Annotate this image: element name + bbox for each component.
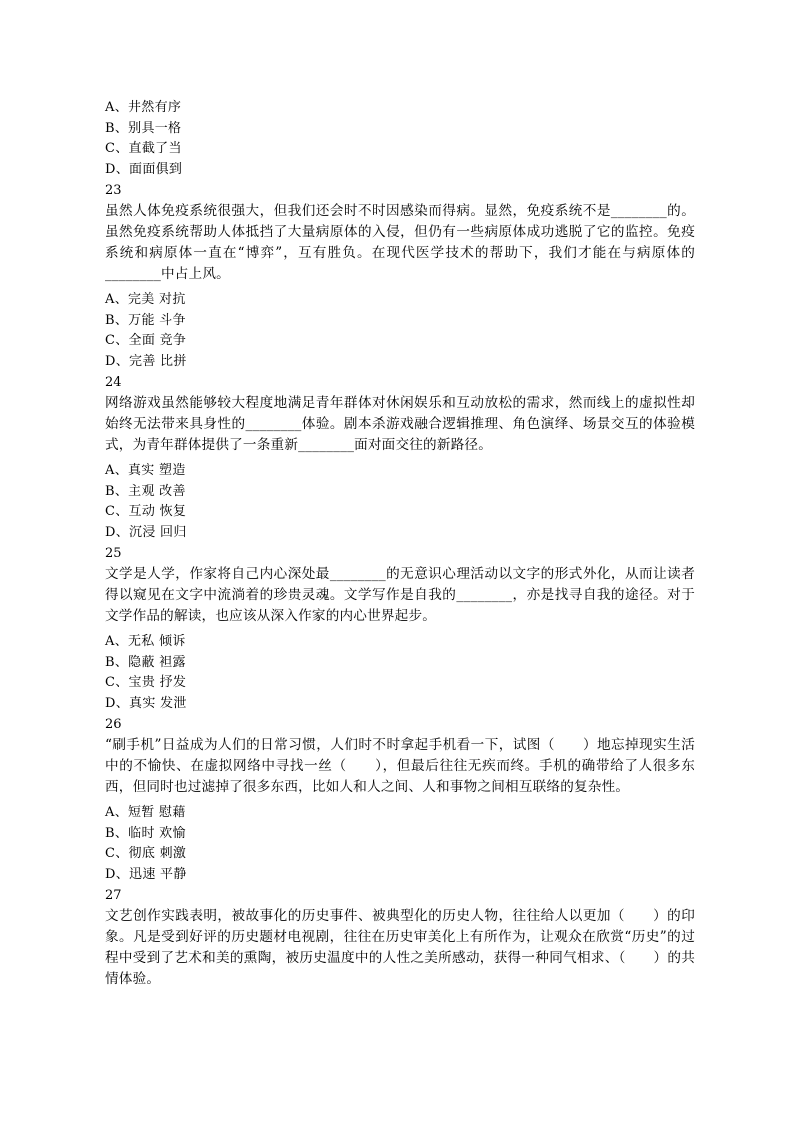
- question-number: 27: [105, 888, 122, 903]
- question-number: 25: [105, 546, 122, 561]
- question-number: 23: [105, 183, 122, 198]
- option-a: A、井然有序: [105, 100, 182, 115]
- option-list: [105, 461, 695, 543]
- option-d: D、完善 比拼: [105, 353, 187, 369]
- question-text: 文学是人学，作家将自己内心深处最________的无意识心理活动以文字的形式外化，从而让读者得以窥见在文字中流淌着的珍贵灵魂。文学写作是自我的________，亦是找寻自我的途径。对于文学作品的解读，也应该从深入作家的内心世界起步。: [105, 566, 695, 624]
- option-d: D、真实 发泄: [105, 695, 187, 711]
- question-number: 26: [105, 717, 122, 732]
- option-b: B、万能 斗争: [105, 312, 186, 328]
- question-23: [105, 180, 695, 372]
- option-a: A、无私 倾诉: [105, 634, 186, 649]
- question-24: [105, 372, 695, 543]
- question-text: “刷手机”日益成为人们的日常习惯，人们时不时拿起手机看一下，试图（ ）地忘掉现实生活中的不愉快、在虚拟网络中寻找一丝（ ），但最后往往无疾而终。手机的确带给了人很多东西，但同时也过滤掉了很多东西，比如人和人之间、人和事物之间相互联络的复杂性。: [105, 737, 695, 795]
- option-c: C、直截了当: [105, 141, 182, 156]
- question-text: 网络游戏虽然能够较大程度地满足青年群体对休闲娱乐和互动放松的需求，然而线上的虚拟性却始终无法带来具身性的________体验。剧本杀游戏融合逻辑推理、角色演绎、场景交互的体验模式，为青年群体提供了一条重新________面对面交往的新路径。: [105, 395, 695, 453]
- option-b: B、主观 改善: [105, 483, 186, 499]
- option-a: A、完美 对抗: [105, 292, 186, 307]
- option-list: [105, 803, 695, 885]
- question-number: 24: [105, 375, 122, 390]
- option-c: C、彻底 刺激: [105, 846, 187, 861]
- option-d: D、面面俱到: [105, 161, 183, 177]
- option-a: A、真实 塑造: [105, 463, 186, 478]
- option-c: C、宝贵 抒发: [105, 675, 187, 690]
- option-c: C、互动 恢复: [105, 504, 187, 519]
- option-list: [105, 290, 695, 372]
- option-b: B、隐蔽 袒露: [105, 654, 186, 670]
- option-a: A、短暂 慰藉: [105, 805, 186, 820]
- question-text: 文艺创作实践表明，被故事化的历史事件、被典型化的历史人物，往往给人以更加（ ）的印象。凡是受到好评的历史题材电视剧，往往在历史审美化上有所作为，让观众在欣赏“历史”的过程中受到了艺术和美的熏陶，被历史温度中的人性之美所感动，获得一种同气相求、（ ）的共情体验。: [105, 908, 695, 987]
- option-b: B、临时 欢愉: [105, 825, 186, 841]
- question-27: [105, 885, 695, 990]
- document-page: [105, 98, 695, 990]
- option-list: [105, 632, 695, 714]
- question-25: [105, 543, 695, 714]
- option-d: D、沉浸 回归: [105, 524, 187, 540]
- question-26: [105, 714, 695, 885]
- option-b: B、别具一格: [105, 120, 182, 136]
- option-list: [105, 98, 695, 180]
- option-d: D、迅速 平静: [105, 866, 187, 882]
- option-c: C、全面 竞争: [105, 333, 187, 348]
- question-text: 虽然人体免疫系统很强大，但我们还会时不时因感染而得病。显然，免疫系统不是________的。虽然免疫系统帮助人体抵挡了大量病原体的入侵，但仍有一些病原体成功逃脱了它的监控。免疫系统和病原体一直在“博弈”，互有胜负。在现代医学技术的帮助下，我们才能在与病原体的________中占上风。: [105, 203, 695, 282]
